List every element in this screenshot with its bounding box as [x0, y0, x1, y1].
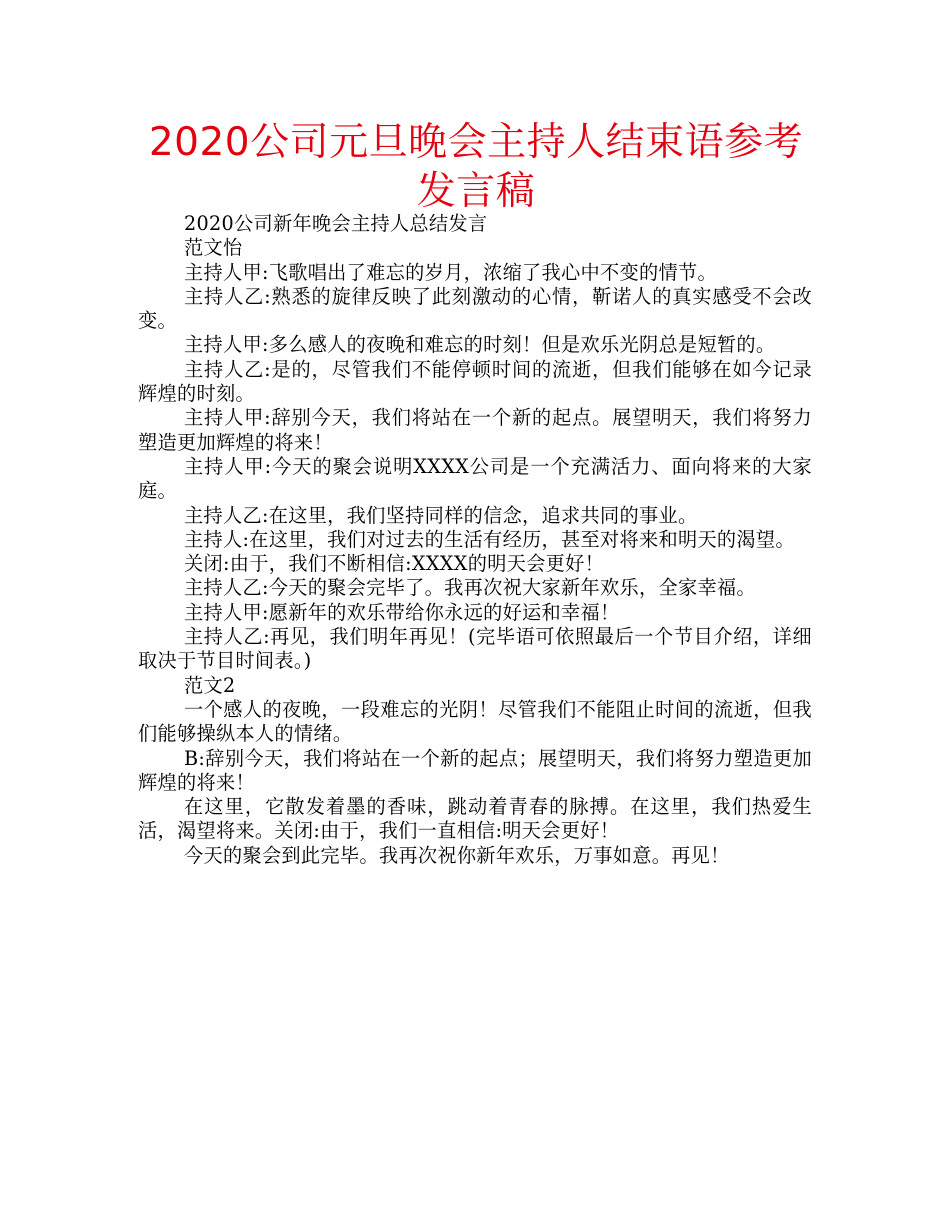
paragraph: 主持人甲:今天的聚会说明XXXX公司是一个充满活力、面向将来的大家庭。 — [138, 454, 812, 503]
paragraph-subtitle: 2020公司新年晚会主持人总结发言 — [184, 212, 488, 235]
paragraph: 关闭:由于，我们不断相信:XXXX的明天会更好！ — [184, 552, 605, 576]
paragraph: 主持人甲:飞歌唱出了难忘的岁月，浓缩了我心中不变的情节。 — [184, 260, 717, 284]
paragraph: 主持人甲:愿新年的欢乐带给你永远的好运和幸福！ — [184, 600, 620, 624]
document-body — [138, 212, 812, 868]
paragraph: 主持人乙:在这里，我们坚持同样的信念，追求共同的事业。 — [184, 503, 698, 527]
paragraph: 主持人乙:熟悉的旋律反映了此刻激动的心情，靳诺人的真实感受不会改变。 — [138, 284, 812, 333]
paragraph-sample-heading-1: 范文怡 — [184, 236, 243, 260]
paragraph: 主持人甲:多么感人的夜晚和难忘的时刻！但是欢乐光阴总是短暂的。 — [184, 333, 776, 357]
paragraph: 主持人乙:今天的聚会完毕了。我再次祝大家新年欢乐，全家幸福。 — [184, 576, 756, 600]
paragraph: 主持人乙:是的，尽管我们不能停顿时间的流逝，但我们能够在如今记录辉煌的时刻。 — [138, 357, 812, 406]
paragraph-sample-heading-2: 范文2 — [184, 673, 236, 697]
paragraph: 今天的聚会到此完毕。我再次祝你新年欢乐，万事如意。再见！ — [184, 843, 730, 867]
paragraph: B:辞别今天，我们将站在一个新的起点；展望明天，我们将努力塑造更加辉煌的将来！ — [138, 746, 812, 794]
paragraph: 主持人乙:再见，我们明年再见！(完毕语可依照最后一个节目介绍，详细取决于节目时间表。) — [138, 625, 812, 673]
paragraph: 主持人:在这里，我们对过去的生活有经历，甚至对将来和明天的渴望。 — [184, 527, 795, 551]
paragraph: 在这里，它散发着墨的香味，跳动着青春的脉搏。在这里，我们热爱生活，渴望将来。关闭:由于，我们一直相信:明天会更好！ — [138, 795, 812, 843]
paragraph: 主持人甲:辞别今天，我们将站在一个新的起点。展望明天，我们将努力塑造更加辉煌的将来！ — [138, 406, 812, 454]
document-title: 2020公司元旦晚会主持人结束语参考发言稿 — [148, 120, 804, 214]
paragraph: 一个感人的夜晚，一段难忘的光阴！尽管我们不能阻止时间的流逝，但我们能够操纵本人的情绪。 — [138, 697, 812, 746]
